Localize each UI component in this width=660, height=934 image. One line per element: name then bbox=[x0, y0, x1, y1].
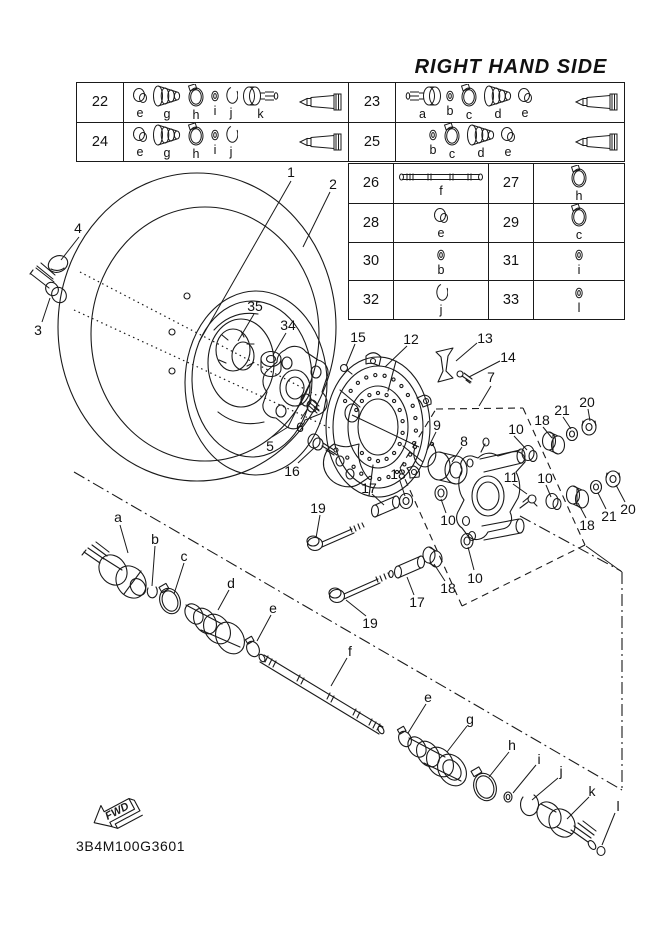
boot-icon bbox=[152, 124, 182, 146]
guard-bracket bbox=[436, 348, 453, 382]
leader-line bbox=[272, 427, 288, 437]
guard-hole bbox=[374, 374, 377, 377]
ring-icon bbox=[445, 88, 455, 104]
parts-cell bbox=[396, 83, 624, 122]
guard-hole bbox=[378, 477, 381, 480]
leader-line bbox=[42, 298, 50, 322]
part-letter: j bbox=[439, 303, 443, 318]
parts-cell bbox=[393, 203, 488, 242]
guard-hole bbox=[368, 457, 371, 460]
parts-cell bbox=[124, 123, 348, 162]
callout-13: 13 bbox=[477, 330, 493, 346]
collar bbox=[435, 446, 561, 549]
circlip-icon bbox=[434, 283, 448, 303]
boot bbox=[181, 600, 250, 659]
callout-10: 10 bbox=[508, 421, 524, 437]
part-item bbox=[483, 85, 513, 121]
part-item bbox=[132, 125, 148, 159]
guard-hole bbox=[385, 394, 388, 397]
part-item bbox=[404, 85, 441, 121]
callout-10-2: 10 bbox=[440, 512, 456, 528]
parts-table-top-right bbox=[348, 82, 625, 162]
drawing-code: 3B4M100G3601 bbox=[76, 838, 186, 854]
callout-c: c bbox=[180, 548, 188, 564]
callout-a: a bbox=[114, 509, 122, 525]
knuckle bbox=[457, 438, 526, 541]
callout-21: 21 bbox=[554, 402, 570, 418]
cap-icon bbox=[500, 125, 516, 145]
leader-line bbox=[61, 237, 79, 260]
part-item bbox=[210, 127, 220, 157]
callout-16: 16 bbox=[284, 463, 300, 479]
grease-tube-item bbox=[298, 132, 342, 152]
callout-h: h bbox=[508, 737, 516, 753]
leader-line bbox=[385, 346, 407, 367]
callout-18: 18 bbox=[534, 412, 550, 428]
guard-hole bbox=[401, 431, 404, 434]
leader-line bbox=[120, 525, 128, 553]
ref-no-cell: 30 bbox=[349, 242, 393, 281]
leader-line bbox=[567, 797, 589, 819]
part-item bbox=[242, 85, 279, 121]
callout-3: 3 bbox=[34, 322, 42, 338]
ref-no-cell: 28 bbox=[349, 203, 393, 242]
pivot-bushing bbox=[423, 432, 589, 567]
callout-2: 2 bbox=[329, 176, 337, 192]
ref-no-cell: 23 bbox=[349, 83, 396, 122]
part-letter: e bbox=[136, 105, 144, 120]
small-ring bbox=[504, 792, 512, 802]
guard-hole bbox=[356, 381, 359, 384]
joint-left-icon bbox=[404, 85, 441, 107]
guard-hole bbox=[376, 391, 379, 394]
hub-cap bbox=[216, 329, 254, 371]
parts-cell bbox=[533, 164, 624, 203]
callout-g: g bbox=[466, 711, 474, 727]
guard-hole bbox=[346, 456, 349, 459]
parts-cell bbox=[533, 280, 624, 319]
clamp-icon bbox=[442, 123, 462, 147]
part-item bbox=[459, 84, 479, 122]
leader-line bbox=[346, 344, 355, 366]
guard-hole bbox=[344, 399, 347, 402]
collar-spacer bbox=[372, 496, 425, 578]
part-item bbox=[569, 204, 589, 242]
leader-line bbox=[400, 481, 405, 496]
part-item bbox=[132, 86, 148, 120]
callout-e: e bbox=[269, 600, 277, 616]
guard-hole bbox=[393, 399, 396, 402]
part-item bbox=[186, 84, 206, 122]
callout-k: k bbox=[588, 783, 596, 799]
callout-f: f bbox=[348, 643, 352, 659]
ref-no-cell: 25 bbox=[349, 123, 396, 162]
guard-hole bbox=[360, 399, 363, 402]
guard-hole bbox=[376, 459, 379, 462]
part-letter: d bbox=[477, 146, 485, 160]
ring-icon bbox=[574, 247, 584, 263]
leader-line bbox=[447, 726, 467, 752]
hub-nut bbox=[261, 352, 281, 377]
callout-5: 5 bbox=[266, 438, 274, 454]
leader-line bbox=[434, 564, 445, 581]
part-item bbox=[224, 125, 238, 159]
leader-line bbox=[598, 493, 606, 509]
leader-line bbox=[616, 485, 625, 502]
leader-line bbox=[352, 415, 419, 447]
part-letter: e bbox=[437, 225, 445, 240]
part-item bbox=[574, 285, 584, 315]
tube-icon bbox=[574, 132, 618, 152]
circlip bbox=[521, 795, 539, 816]
callout-i: i bbox=[537, 751, 541, 767]
boot-icon bbox=[152, 85, 182, 107]
pivot-bolt bbox=[307, 523, 390, 603]
wheel-hub bbox=[263, 346, 328, 428]
cv-joint-outer bbox=[532, 797, 597, 851]
part-letter: h bbox=[575, 188, 583, 203]
joint-right-icon bbox=[242, 85, 279, 107]
leader-line bbox=[456, 343, 477, 361]
callout-10-3: 10 bbox=[537, 470, 553, 486]
guard-hole bbox=[352, 465, 355, 468]
boot-icon bbox=[483, 85, 513, 107]
guard-hole bbox=[383, 374, 386, 377]
leader-line bbox=[316, 515, 320, 538]
callout-4: 4 bbox=[74, 220, 82, 236]
clamp-icon bbox=[186, 123, 206, 147]
callout-34: 34 bbox=[280, 317, 296, 333]
ring-icon bbox=[210, 127, 220, 143]
table-row bbox=[349, 83, 624, 122]
table-row bbox=[349, 122, 624, 162]
cv-joint-inner bbox=[82, 542, 152, 604]
leader-line bbox=[469, 361, 500, 377]
leader-line bbox=[303, 192, 330, 247]
part-letter: a bbox=[419, 106, 426, 121]
part-letter: b bbox=[429, 143, 437, 157]
ref-no-cell: 22 bbox=[77, 83, 124, 122]
guard-hole bbox=[400, 384, 403, 387]
guard-hole bbox=[355, 408, 358, 411]
part-letter: i bbox=[577, 262, 581, 277]
callout-19-2: 19 bbox=[362, 615, 378, 631]
boundary-line bbox=[400, 409, 436, 468]
guard-hole bbox=[411, 404, 414, 407]
callout-17-2: 17 bbox=[409, 594, 425, 610]
grease-tube-item bbox=[574, 132, 618, 152]
callout-15: 15 bbox=[350, 329, 366, 345]
leader-line bbox=[407, 577, 414, 595]
parts-cell bbox=[396, 123, 624, 162]
leader-line bbox=[218, 590, 229, 610]
leader-line bbox=[479, 386, 491, 406]
drive-shaft bbox=[258, 653, 385, 734]
lock-nut bbox=[582, 419, 620, 487]
callout-b: b bbox=[151, 531, 159, 547]
leader-line bbox=[514, 436, 527, 450]
leader-line bbox=[532, 778, 558, 800]
part-item bbox=[224, 86, 238, 120]
guard-hole bbox=[393, 451, 396, 454]
callout-18-2: 18 bbox=[390, 466, 406, 482]
part-letter: e bbox=[521, 105, 529, 120]
ref-no-cell: 24 bbox=[77, 123, 124, 162]
leader-line bbox=[513, 765, 536, 793]
part-item bbox=[152, 85, 182, 121]
cap-icon bbox=[132, 86, 148, 106]
part-letter: c bbox=[465, 107, 473, 122]
callout-11: 11 bbox=[503, 469, 519, 485]
ring-icon bbox=[574, 285, 584, 301]
boot-clamp-large bbox=[470, 767, 500, 804]
part-item bbox=[445, 88, 455, 118]
callout-8: 8 bbox=[460, 433, 468, 449]
leader-line bbox=[452, 447, 462, 462]
guard-hole bbox=[414, 416, 417, 419]
callout-l: l bbox=[616, 798, 620, 814]
part-item bbox=[398, 170, 484, 198]
leader-line bbox=[441, 499, 446, 513]
leader-line bbox=[468, 547, 474, 570]
part-letter: b bbox=[437, 262, 445, 277]
leader-line bbox=[199, 181, 291, 342]
clamp-icon bbox=[186, 84, 206, 108]
cap-icon bbox=[132, 125, 148, 145]
guard-hole bbox=[349, 389, 352, 392]
page-title: RIGHT HAND SIDE bbox=[414, 56, 608, 78]
ref-no-cell: 26 bbox=[362, 175, 380, 192]
boot-outer bbox=[404, 733, 472, 791]
part-letter: c bbox=[575, 227, 583, 242]
callout-18-3: 18 bbox=[440, 580, 456, 596]
boundary-line bbox=[520, 516, 621, 571]
fwd-label: FWD bbox=[103, 800, 132, 823]
callout-6: 6 bbox=[296, 419, 304, 435]
leader-line bbox=[152, 546, 155, 586]
bleed-screw bbox=[520, 495, 537, 508]
clamp-icon bbox=[459, 84, 479, 108]
cap-icon bbox=[517, 86, 533, 106]
part-letter: h bbox=[192, 107, 200, 122]
part-item bbox=[574, 247, 584, 277]
clamp-icon bbox=[569, 204, 589, 228]
leader-line bbox=[408, 704, 426, 733]
part-letter: i bbox=[213, 103, 217, 118]
parts-cell bbox=[393, 164, 488, 203]
leader-line bbox=[586, 546, 622, 572]
part-item bbox=[152, 124, 182, 160]
part-letter: i bbox=[213, 143, 217, 157]
guard-hole bbox=[392, 378, 395, 381]
callout-19: 19 bbox=[310, 500, 326, 516]
callout-7: 7 bbox=[487, 369, 495, 385]
callout-18-4: 18 bbox=[579, 517, 595, 533]
part-letter: d bbox=[494, 106, 502, 121]
callout-j: j bbox=[559, 763, 563, 779]
part-item bbox=[186, 123, 206, 161]
disc-guard bbox=[323, 353, 431, 497]
part-letter: k bbox=[257, 106, 264, 121]
callout-1: 1 bbox=[287, 164, 295, 180]
circlip-icon bbox=[224, 125, 238, 145]
parts-cell bbox=[124, 83, 348, 122]
part-item bbox=[433, 206, 449, 240]
part-item bbox=[500, 125, 516, 159]
callout-17: 17 bbox=[361, 480, 377, 496]
tube-icon bbox=[298, 132, 342, 152]
leader-line bbox=[273, 333, 286, 355]
part-letter: l bbox=[577, 301, 581, 316]
ring-icon bbox=[436, 247, 446, 263]
leader-line bbox=[257, 615, 271, 641]
ring-icon bbox=[210, 88, 220, 104]
part-item bbox=[210, 88, 220, 118]
clamp-icon bbox=[569, 165, 589, 189]
leader-line bbox=[331, 658, 347, 686]
parts-cell bbox=[393, 280, 488, 319]
leader-line bbox=[174, 563, 184, 594]
part-letter: j bbox=[229, 145, 233, 159]
guard-hole bbox=[398, 442, 401, 445]
part-letter: b bbox=[446, 103, 454, 118]
callout-e-2: e bbox=[424, 689, 432, 705]
part-item bbox=[436, 247, 446, 277]
end-ring bbox=[597, 847, 605, 856]
table-row bbox=[77, 83, 348, 122]
parts-table-lower-right bbox=[348, 163, 625, 320]
ring-icon bbox=[428, 127, 438, 143]
ref-no-cell: 33 bbox=[488, 280, 533, 319]
circlip-icon bbox=[224, 86, 238, 106]
ref-no-cell: 31 bbox=[488, 242, 533, 281]
parts-cell bbox=[533, 242, 624, 281]
tube-icon bbox=[298, 92, 342, 112]
parts-cell bbox=[533, 203, 624, 242]
callout-35: 35 bbox=[247, 298, 263, 314]
grease-tube-item bbox=[298, 92, 342, 112]
guard-hole bbox=[360, 451, 363, 454]
callout-14: 14 bbox=[500, 349, 516, 365]
grease-tube-item bbox=[574, 92, 618, 112]
guard-hole bbox=[401, 420, 404, 423]
ref-no-cell: 29 bbox=[488, 203, 533, 242]
leader-line bbox=[602, 813, 615, 845]
part-item bbox=[517, 86, 533, 120]
leader-line bbox=[563, 417, 571, 429]
cap-icon bbox=[433, 206, 449, 226]
callout-20-2: 20 bbox=[620, 501, 636, 517]
callout-d: d bbox=[227, 575, 235, 591]
callout-9: 9 bbox=[433, 417, 441, 433]
part-letter: j bbox=[229, 105, 233, 120]
ref-no-cell: 32 bbox=[349, 280, 393, 319]
guard-hole bbox=[414, 429, 417, 432]
parts-cell bbox=[393, 242, 488, 281]
callout-12: 12 bbox=[403, 331, 419, 347]
table-row bbox=[77, 122, 348, 162]
part-letter: h bbox=[192, 147, 200, 161]
fwd-arrow bbox=[89, 791, 143, 837]
callout-20: 20 bbox=[579, 394, 595, 410]
part-letter: e bbox=[136, 145, 144, 159]
callout-21-2: 21 bbox=[601, 508, 617, 524]
part-letter: c bbox=[448, 147, 456, 161]
part-item bbox=[466, 124, 496, 160]
part-letter: e bbox=[504, 145, 512, 159]
guard-hole bbox=[385, 457, 388, 460]
leader-line bbox=[346, 600, 366, 616]
part-item bbox=[434, 283, 448, 317]
axle-clip bbox=[147, 587, 157, 598]
callout-10-4: 10 bbox=[467, 570, 483, 586]
leader-line bbox=[489, 752, 509, 777]
boundary-line bbox=[436, 408, 523, 409]
guard-hole bbox=[406, 393, 409, 396]
shaft-icon bbox=[398, 170, 484, 184]
guard-hole bbox=[365, 376, 368, 379]
guard-hole bbox=[398, 408, 401, 411]
part-item bbox=[442, 123, 462, 161]
part-item bbox=[428, 127, 438, 157]
part-item bbox=[569, 165, 589, 203]
part-letter: f bbox=[439, 183, 443, 198]
leader-line bbox=[578, 503, 586, 518]
parts-table-top-left bbox=[76, 82, 349, 162]
boot-icon bbox=[466, 124, 496, 146]
guard-hole bbox=[360, 472, 363, 475]
ref-no-cell: 27 bbox=[488, 164, 533, 203]
boot-band bbox=[156, 583, 184, 616]
guard-hole bbox=[368, 394, 371, 397]
tube-icon bbox=[574, 92, 618, 112]
part-letter: g bbox=[163, 146, 171, 160]
part-letter: g bbox=[163, 106, 171, 121]
